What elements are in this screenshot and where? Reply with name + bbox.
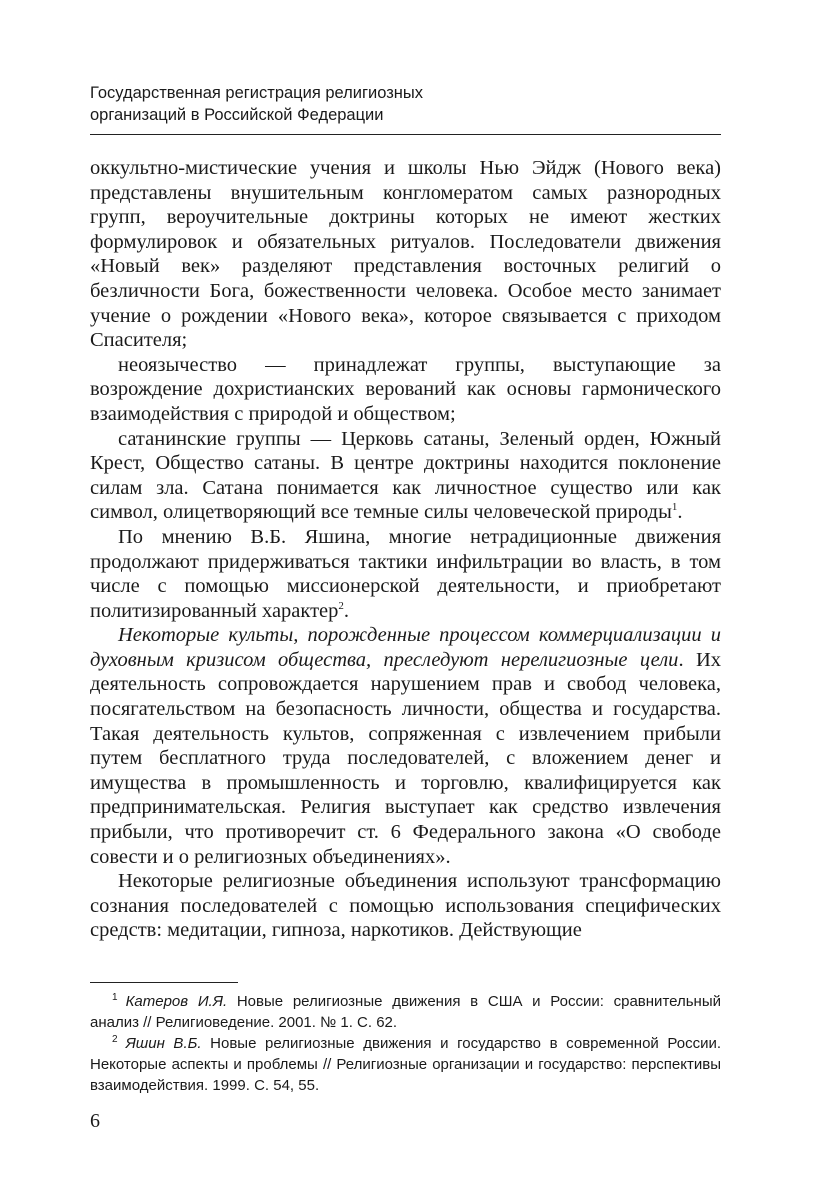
footnote-1-number: 1 [112,992,118,1003]
paragraph-satanic-end: . [677,501,683,524]
paragraph-yashin-text: По мнению В.Б. Яшина, многие нетрадиционные движения продолжают придерживаться тактики инфильтрации во власть, в том числе с помощью миссионерской деятельности, и приобретают политизированный характер [90,525,721,622]
paragraph-yashin-opinion [90,525,721,623]
footnote-2-text: Новые религиозные движения и государство в современной России. Некоторые аспекты и проблемы // Религиозные организации и государство: перспективы взаимодействия. 1999. С. 54, 55. [90,1035,722,1094]
main-text [90,156,721,943]
paragraph-cults-text: . Их деятельность сопровождается нарушением прав и свобод человека, посягательством на безопасность личности, общества и государства. Такая деятельность культов, сопряженная с извлечением прибыли путем бесплатного труда последователей, с вложением денег и имущества в промышленность и торговлю, квалифицируется как предпринимательская. Религия выступает как средство извлечения прибыли, что противоречит ст. 6 Федерального закона «О свободе совести и о религиозных объединениях». [90,648,721,868]
footnote-ref-2[interactable]: 2 [338,599,344,612]
paragraph-yashin-end: . [343,599,350,622]
paragraph-satanic-text: сатанинские группы — Церковь сатаны, Зеленый орден, Южный Крест, Общество сатаны. В центре доктрины находится поклонение силам зла. Сатана понимается как личностное существо или как символ, олицетворяющий все темные силы человеческой природы [90,427,721,524]
footnote-divider [90,982,238,983]
running-head [90,82,730,126]
footnote-1-text: Новые религиозные движения в США и России: сравнительный анализ // Религиоведение. 2001. № 1. С. 62. [90,993,721,1031]
footnote-1-author: Катеров И.Я. [125,993,228,1010]
running-head-line-2: организаций в Российской Федерации [90,106,384,124]
paragraph-cults [90,623,721,869]
paragraph-satanic-groups [90,427,721,525]
footnote-2 [90,1033,721,1096]
footnote-2-author: Яшин В.Б. [125,1035,202,1052]
running-head-line-1: Государственная регистрация религиозных [90,84,424,102]
paragraph-cults-italic: Некоторые культы, порожденные процессом коммерциализации и духовным кризисом общества, преследуют нерелигиозные цели [90,624,721,671]
paragraph-consciousness: Некоторые религиозные объединения используют трансформацию сознания последователей с помощью использования специфических средств: медитации, гипноза, наркотиков. Действующие [90,870,721,942]
footnotes [90,991,721,1096]
paragraph-neopaganism: неоязычество — принадлежат группы, выступающие за возрождение дохристианских верований как основы гармонического взаимодействия с природой и обществом; [90,353,721,425]
paragraph-occult: оккультно-мистические учения и школы Нью Эйдж (Нового века) представлены внушительным конгломератом самых разнородных групп, вероучительные доктрины которых не имеют жестких формулировок и обязательных ритуалов. Последователи движения «Новый век» разделяют представления восточных религий о безличности Бога, божественности человека. Особое место занимает учение о рождении «Нового века», которое связывается с приходом Спасителя; [90,157,721,352]
footnote-1 [90,991,721,1033]
footnote-2-number: 2 [112,1034,118,1045]
footnote-ref-1[interactable]: 1 [671,501,678,514]
page-number: 6 [90,1110,100,1132]
header-divider [90,134,721,135]
